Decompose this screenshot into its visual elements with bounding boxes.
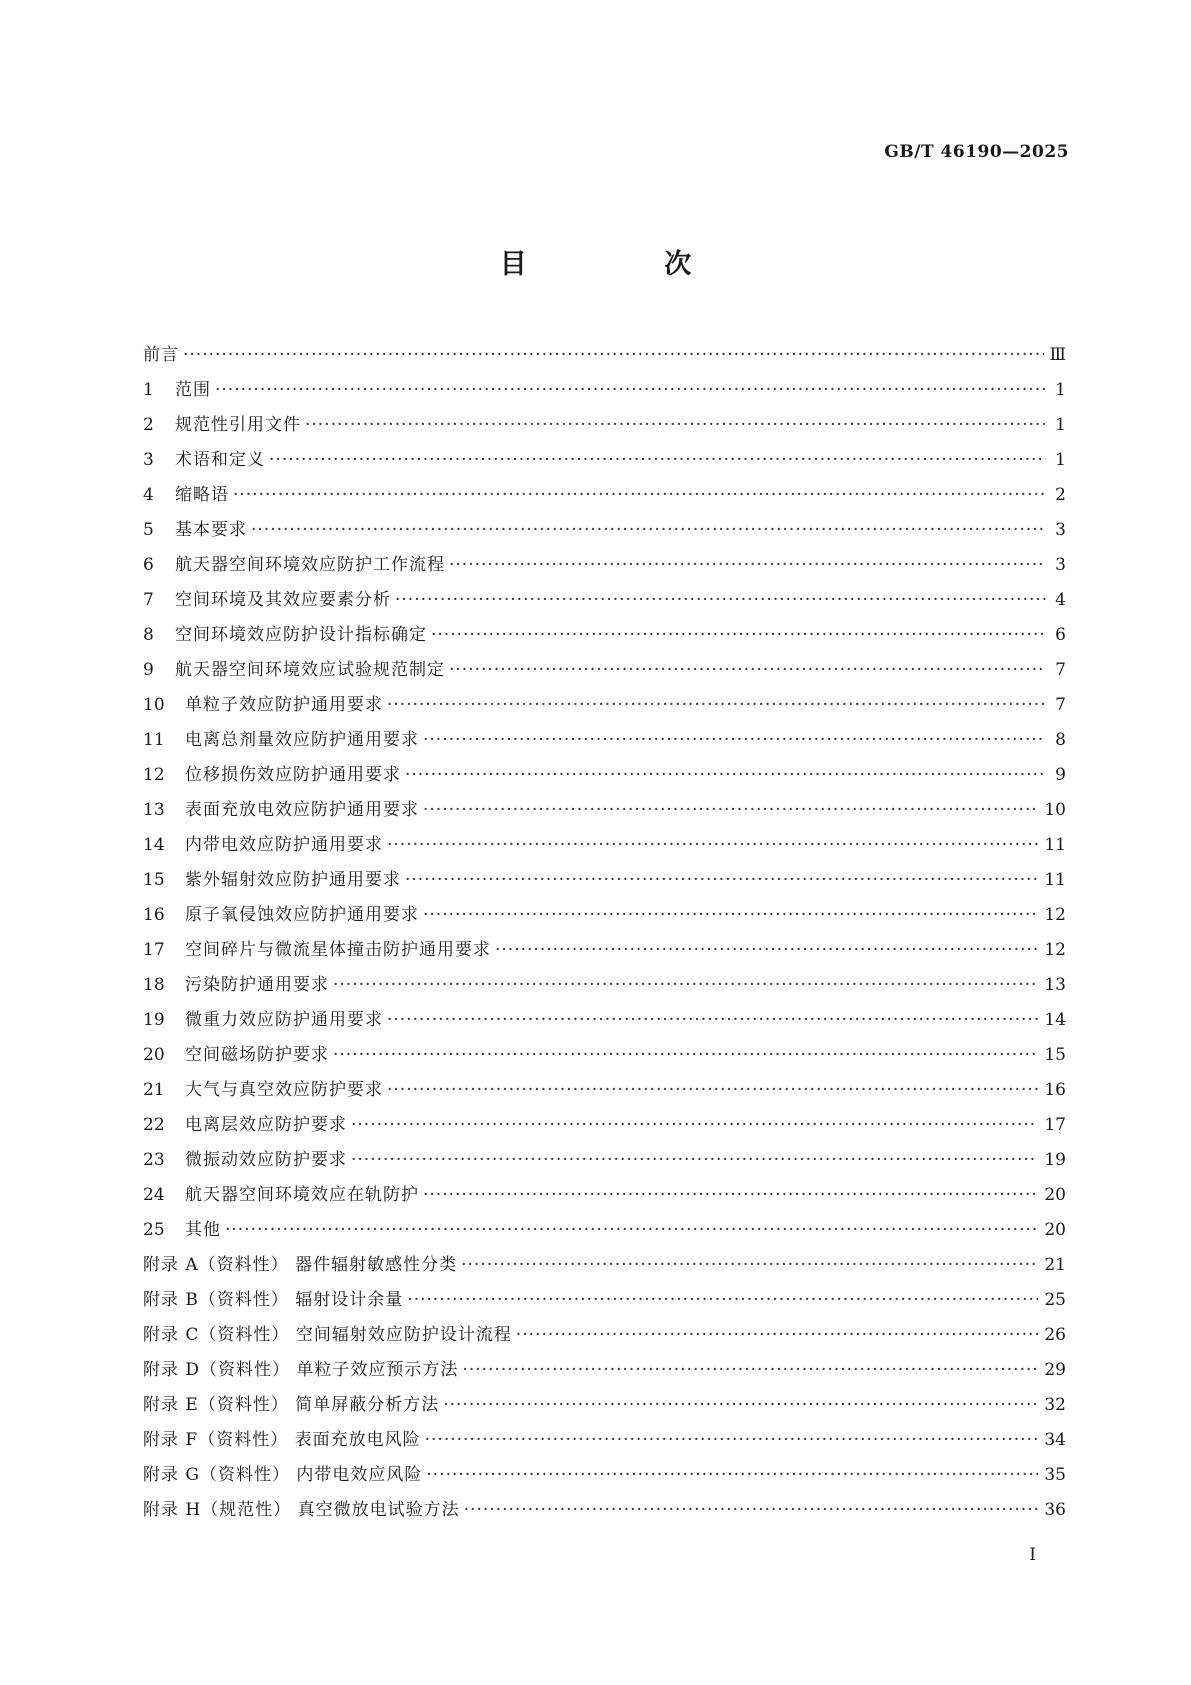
toc-entry-number: 23	[143, 1150, 165, 1170]
toc-entry[interactable]	[143, 515, 1066, 550]
toc-entry-page: 1	[1055, 415, 1066, 435]
toc-entry[interactable]	[143, 725, 1066, 760]
toc-entry-page: 10	[1044, 800, 1066, 820]
toc-dot-leader	[351, 1150, 1038, 1170]
toc-dot-leader	[387, 1010, 1038, 1030]
toc-entry-page: 29	[1044, 1360, 1066, 1380]
toc-dot-leader	[425, 1430, 1039, 1450]
toc-entry-number: 1	[143, 380, 154, 400]
toc-entry[interactable]	[143, 550, 1066, 585]
toc-entry-number: 3	[143, 450, 154, 470]
toc-entry[interactable]	[143, 1110, 1066, 1145]
toc-entry-number: 21	[143, 1080, 165, 1100]
toc-entry-page: 8	[1055, 730, 1066, 750]
toc-entry[interactable]	[143, 1075, 1066, 1110]
toc-entry-label: 表面充放电效应防护通用要求	[185, 800, 419, 820]
toc-entry[interactable]	[143, 445, 1066, 480]
toc-entry-page: 3	[1055, 520, 1066, 540]
toc-entry-number: 17	[143, 940, 165, 960]
toc-entry-number: 18	[143, 975, 165, 995]
toc-entry-page: 16	[1044, 1080, 1066, 1100]
toc-dot-leader	[387, 835, 1038, 855]
toc-entry-label: 附录 D（资料性） 单粒子效应预示方法	[143, 1360, 459, 1380]
toc-entry-page: 19	[1044, 1150, 1066, 1170]
toc-entry[interactable]	[143, 340, 1066, 375]
toc-entry[interactable]	[143, 760, 1066, 795]
toc-entry-label: 术语和定义	[175, 450, 265, 470]
toc-entry-label: 航天器空间环境效应防护工作流程	[175, 555, 445, 575]
toc-entry[interactable]	[143, 1180, 1066, 1215]
toc-entry[interactable]	[143, 1215, 1066, 1250]
toc-entry[interactable]	[143, 1495, 1066, 1530]
toc-dot-leader	[423, 905, 1038, 925]
toc-entry-number: 12	[143, 765, 165, 785]
toc-entry-label: 空间碎片与微流星体撞击防护通用要求	[185, 940, 491, 960]
toc-entry[interactable]	[143, 410, 1066, 445]
toc-entry-page: 26	[1044, 1325, 1066, 1345]
toc-entry[interactable]	[143, 900, 1066, 935]
toc-dot-leader	[233, 485, 1046, 505]
toc-entry-page: 7	[1055, 695, 1066, 715]
toc-entry-label: 空间环境及其效应要素分析	[175, 590, 391, 610]
toc-entry-label: 附录 H（规范性） 真空微放电试验方法	[143, 1500, 460, 1520]
toc-dot-leader	[464, 1500, 1039, 1520]
toc-entry[interactable]	[143, 1040, 1066, 1075]
toc-entry[interactable]	[143, 830, 1066, 865]
toc-entry-page: 12	[1044, 905, 1066, 925]
toc-entry-number: 16	[143, 905, 165, 925]
toc-entry-page: 11	[1044, 870, 1066, 890]
toc-dot-leader	[405, 765, 1046, 785]
toc-dot-leader	[225, 1220, 1038, 1240]
toc-entry-number: 15	[143, 870, 165, 890]
toc-dot-leader	[495, 940, 1038, 960]
toc-dot-leader	[351, 1115, 1038, 1135]
toc-dot-leader	[516, 1325, 1039, 1345]
toc-entry-number: 2	[143, 415, 154, 435]
toc-entry-number: 11	[143, 730, 165, 750]
toc-entry[interactable]	[143, 1390, 1066, 1425]
toc-dot-leader	[423, 730, 1046, 750]
toc-dot-leader	[305, 415, 1046, 435]
toc-entry-label: 单粒子效应防护通用要求	[185, 695, 383, 715]
toc-entry[interactable]	[143, 375, 1066, 410]
toc-dot-leader	[431, 625, 1046, 645]
toc-dot-leader	[333, 1045, 1038, 1065]
toc-dot-leader	[461, 1255, 1038, 1275]
toc-dot-leader	[449, 660, 1046, 680]
toc-entry[interactable]	[143, 1320, 1066, 1355]
toc-entry-page: 12	[1044, 940, 1066, 960]
toc-entry-label: 电离层效应防护要求	[185, 1115, 347, 1135]
toc-entry-label: 附录 E（资料性） 简单屏蔽分析方法	[143, 1395, 440, 1415]
toc-entry-page: 1	[1055, 450, 1066, 470]
toc-entry-label: 附录 A（资料性） 器件辐射敏感性分类	[143, 1255, 458, 1275]
toc-entry-number: 24	[143, 1185, 165, 1205]
toc-entry-label: 大气与真空效应防护要求	[185, 1080, 383, 1100]
toc-dot-leader	[407, 1290, 1038, 1310]
toc-entry-page: 1	[1055, 380, 1066, 400]
toc-entry[interactable]	[143, 1460, 1066, 1495]
toc-entry-page: 13	[1044, 975, 1066, 995]
toc-dot-leader	[387, 1080, 1038, 1100]
toc-entry-page: 32	[1044, 1395, 1066, 1415]
toc-dot-leader	[183, 345, 1044, 365]
toc-entry-label: 规范性引用文件	[175, 415, 301, 435]
toc-entry-label: 前言	[143, 345, 179, 365]
toc-entry-label: 附录 B（资料性） 辐射设计余量	[143, 1290, 404, 1310]
toc-entry-page: 20	[1044, 1185, 1066, 1205]
toc-entry-label: 航天器空间环境效应在轨防护	[185, 1185, 419, 1205]
toc-entry-number: 8	[143, 625, 154, 645]
toc-entry-page: 9	[1055, 765, 1066, 785]
toc-entry-label: 附录 F（资料性） 表面充放电风险	[143, 1430, 421, 1450]
toc-dot-leader	[269, 450, 1046, 470]
toc-entry[interactable]	[143, 865, 1066, 900]
toc-entry[interactable]	[143, 620, 1066, 655]
toc-entry[interactable]	[143, 970, 1066, 1005]
toc-entry-number: 4	[143, 485, 154, 505]
toc-entry-number: 5	[143, 520, 154, 540]
toc-entry-label: 内带电效应防护通用要求	[185, 835, 383, 855]
toc-entry-page: 17	[1044, 1115, 1066, 1135]
toc-entry-number: 13	[143, 800, 165, 820]
toc-entry-page: 35	[1044, 1465, 1066, 1485]
toc-entry-page: 25	[1044, 1290, 1066, 1310]
toc-entry-label: 附录 C（资料性） 空间辐射效应防护设计流程	[143, 1325, 512, 1345]
toc-entry[interactable]	[143, 1285, 1066, 1320]
toc-entry-page: 3	[1055, 555, 1066, 575]
toc-dot-leader	[215, 380, 1046, 400]
toc-entry[interactable]	[143, 585, 1066, 620]
toc-entry-page: 11	[1044, 835, 1066, 855]
toc-entry[interactable]	[143, 1145, 1066, 1180]
toc-entry-number: 14	[143, 835, 165, 855]
toc-entry-page: 21	[1044, 1255, 1066, 1275]
toc-entry-label: 空间环境效应防护设计指标确定	[175, 625, 427, 645]
toc-entry-label: 紫外辐射效应防护通用要求	[185, 870, 401, 890]
page-number: I	[1029, 1545, 1036, 1565]
toc-entry-label: 位移损伤效应防护通用要求	[185, 765, 401, 785]
toc-entry-page: 4	[1055, 590, 1066, 610]
toc-dot-leader	[387, 695, 1046, 715]
toc-dot-leader	[462, 1360, 1038, 1380]
table-of-contents	[143, 340, 1066, 1530]
toc-entry-number: 7	[143, 590, 154, 610]
toc-dot-leader	[443, 1395, 1038, 1415]
toc-entry[interactable]	[143, 1355, 1066, 1390]
toc-entry-number: 9	[143, 660, 154, 680]
toc-dot-leader	[449, 555, 1046, 575]
toc-entry-page: 34	[1044, 1430, 1066, 1450]
toc-entry-label: 基本要求	[175, 520, 247, 540]
toc-entry-label: 微振动效应防护要求	[185, 1150, 347, 1170]
toc-entry[interactable]	[143, 795, 1066, 830]
toc-entry-page: 14	[1044, 1010, 1066, 1030]
toc-entry-label: 缩略语	[175, 485, 229, 505]
toc-entry-page: 36	[1044, 1500, 1066, 1520]
toc-dot-leader	[423, 800, 1038, 820]
toc-entry[interactable]	[143, 655, 1066, 690]
toc-dot-leader	[405, 870, 1038, 890]
toc-entry-label: 航天器空间环境效应试验规范制定	[175, 660, 445, 680]
toc-entry-label: 电离总剂量效应防护通用要求	[185, 730, 419, 750]
toc-entry[interactable]	[143, 1005, 1066, 1040]
toc-entry-label: 其他	[185, 1220, 221, 1240]
standard-code: GB/T 46190—2025	[884, 142, 1069, 162]
toc-entry[interactable]	[143, 935, 1066, 970]
toc-dot-leader	[333, 975, 1038, 995]
toc-dot-leader	[395, 590, 1046, 610]
toc-entry-label: 附录 G（资料性） 内带电效应风险	[143, 1465, 423, 1485]
toc-dot-leader	[426, 1465, 1038, 1485]
page-title: 目 次	[499, 249, 756, 280]
toc-entry-label: 微重力效应防护通用要求	[185, 1010, 383, 1030]
toc-dot-leader	[251, 520, 1046, 540]
toc-entry-number: 6	[143, 555, 154, 575]
toc-entry-page: 2	[1055, 485, 1066, 505]
toc-entry[interactable]	[143, 480, 1066, 515]
toc-entry-page: 7	[1055, 660, 1066, 680]
toc-entry-page: 20	[1044, 1220, 1066, 1240]
toc-entry-label: 污染防护通用要求	[185, 975, 329, 995]
toc-entry[interactable]	[143, 690, 1066, 725]
toc-entry-label: 范围	[175, 380, 211, 400]
toc-entry[interactable]	[143, 1425, 1066, 1460]
toc-entry-number: 25	[143, 1220, 165, 1240]
toc-entry-label: 原子氧侵蚀效应防护通用要求	[185, 905, 419, 925]
toc-entry-page: 6	[1055, 625, 1066, 645]
toc-entry-label: 空间磁场防护要求	[185, 1045, 329, 1065]
toc-dot-leader	[423, 1185, 1038, 1205]
toc-entry-number: 22	[143, 1115, 165, 1135]
toc-entry-page: Ⅲ	[1049, 345, 1066, 365]
toc-entry-number: 10	[143, 695, 165, 715]
toc-entry-number: 20	[143, 1045, 165, 1065]
toc-entry-page: 15	[1044, 1045, 1066, 1065]
toc-entry-number: 19	[143, 1010, 165, 1030]
toc-entry[interactable]	[143, 1250, 1066, 1285]
